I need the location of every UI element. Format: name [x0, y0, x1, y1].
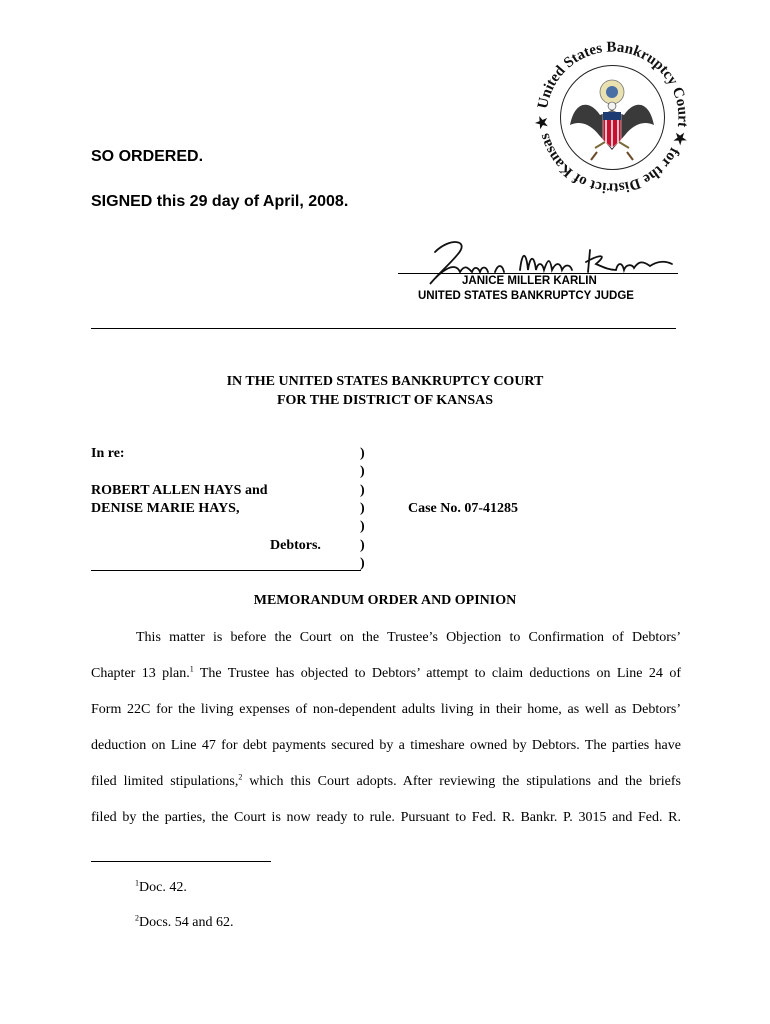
- paragraph-line: deduction on Line 47 for debt payments secured by a timeshare owned by Debtors. The parties have: [91, 738, 681, 753]
- eagle-icon: [570, 80, 654, 160]
- paragraph-line: filed limited stipulations,$^2$ which this Court adopts. After reviewing the stipulations and the briefs: [91, 772, 681, 789]
- footnote-2: $^2$Docs. 54 and 62.: [135, 913, 234, 930]
- paragraph-line: Form 22C for the living expenses of non-dependent adults living in their home, as well as Debtors’: [91, 702, 681, 717]
- paragraph-line: Chapter 13 plan.$^1$ The Trustee has objected to Debtors’ attempt to claim deductions on Line 24 of: [91, 664, 681, 681]
- memo-title: MEMORANDUM ORDER AND OPINION: [253, 593, 517, 608]
- header-divider: [91, 328, 676, 329]
- court-seal-logo: [525, 30, 700, 205]
- case-number: Case No. 07-41285: [408, 501, 519, 516]
- caption-paren: ): [360, 446, 365, 461]
- in-re-label: In re:: [91, 446, 125, 461]
- caption-paren: ): [360, 519, 365, 534]
- court-name-line2: FOR THE DISTRICT OF KANSAS: [276, 393, 493, 408]
- footnote-ref: 2: [238, 772, 243, 782]
- caption-paren: ): [360, 501, 365, 516]
- signature-line: [398, 273, 678, 274]
- paragraph-line: filed by the parties, the Court is now ready to rule. Pursuant to Fed. R. Bankr. P. 3015 and Fed. R.: [91, 810, 681, 825]
- footnote-divider: [91, 861, 271, 862]
- signed-date-line: SIGNED this 29 day of April, 2008.: [91, 193, 349, 210]
- caption-underline: [91, 570, 361, 571]
- svg-text:United States Bankruptcy Court: United States Bankruptcy Court ★ for the District of Kansas ★: [534, 39, 691, 196]
- so-ordered-heading: SO ORDERED.: [91, 148, 204, 165]
- footnote-1: $^1$Doc. 42.: [135, 878, 187, 895]
- judge-name: JANICE MILLER KARLIN: [462, 275, 597, 287]
- debtors-label: Debtors.: [270, 538, 321, 553]
- debtor-names-line2: DENISE MARIE HAYS,: [91, 501, 240, 516]
- court-name-line1: IN THE UNITED STATES BANKRUPTCY COURT: [226, 374, 544, 389]
- caption-paren: ): [360, 556, 365, 571]
- debtor-names-line1: ROBERT ALLEN HAYS and: [91, 483, 268, 498]
- paragraph-line: This matter is before the Court on the Trustee’s Objection to Confirmation of Debtors’: [136, 630, 681, 645]
- footnote-ref: 1: [189, 664, 194, 674]
- opinion-paragraph: [91, 620, 681, 836]
- caption-paren: ): [360, 538, 365, 553]
- caption-paren: ): [360, 483, 365, 498]
- judge-title: UNITED STATES BANKRUPTCY JUDGE: [418, 290, 634, 302]
- caption-paren: ): [360, 464, 365, 479]
